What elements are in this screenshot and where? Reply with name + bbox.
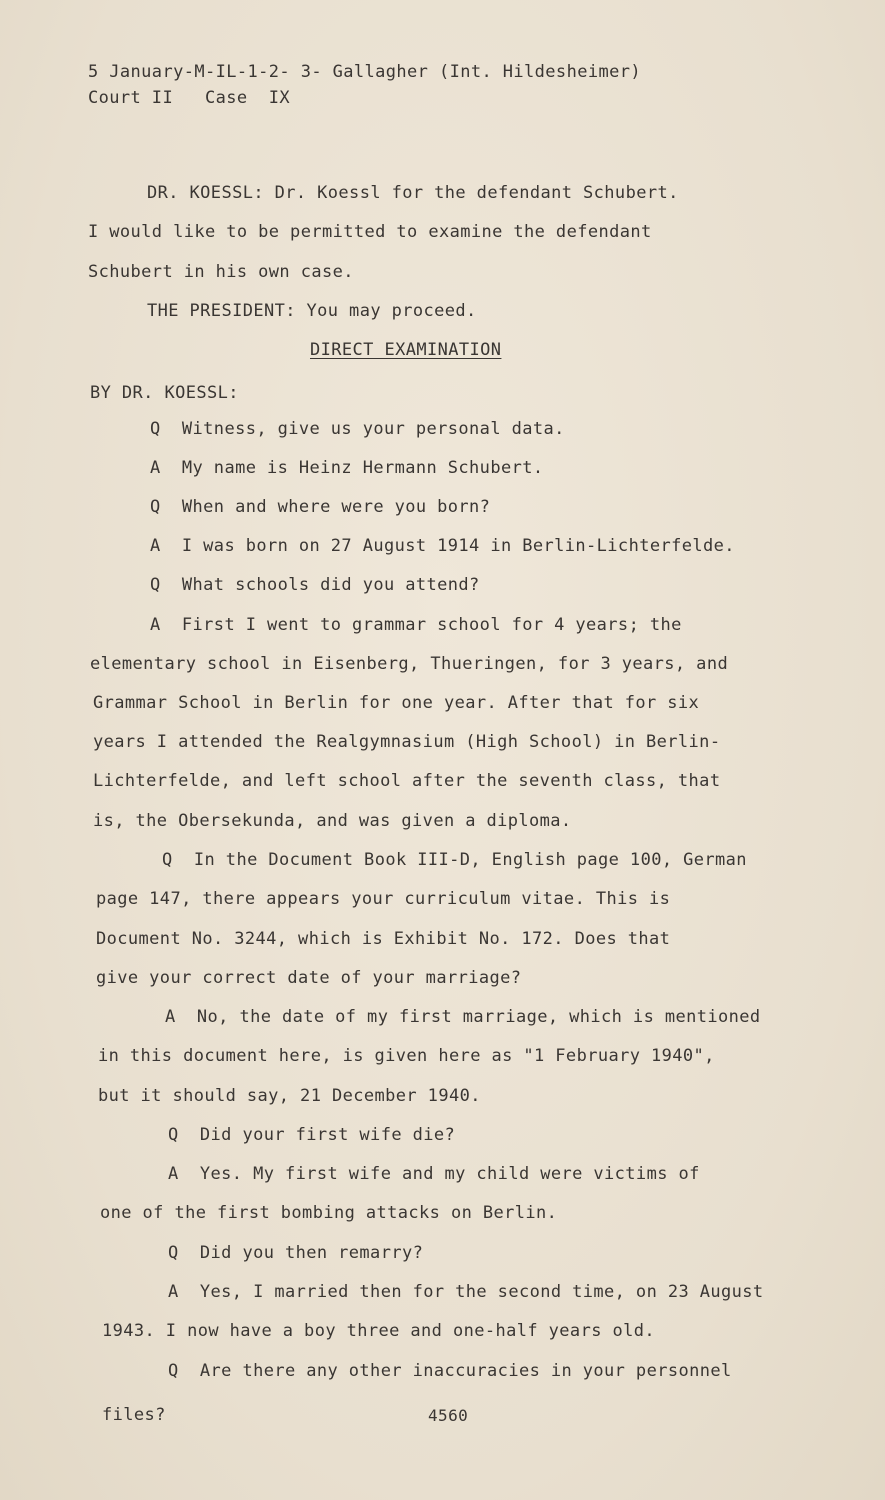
body-line: files?	[102, 1405, 166, 1425]
question-line: Q Did your first wife die?	[168, 1125, 456, 1145]
speaker-koessl-line-1: DR. KOESSL: Dr. Koessl for the defendant Schubert.	[147, 183, 679, 203]
body-line: give your correct date of your marriage?	[96, 968, 522, 988]
speaker-president-line: THE PRESIDENT: You may proceed.	[147, 301, 477, 321]
page-number: 4560	[428, 1406, 469, 1425]
body-line: Grammar School in Berlin for one year. After that for six	[93, 693, 700, 713]
question-line: Q What schools did you attend?	[150, 575, 480, 595]
body-line: in this document here, is given here as "1 February 1940",	[98, 1046, 715, 1066]
body-line: 1943. I now have a boy three and one-half years old.	[102, 1321, 656, 1341]
body-line: Schubert in his own case.	[88, 262, 354, 282]
question-line: Q When and where were you born?	[150, 497, 491, 517]
body-line: Document No. 3244, which is Exhibit No. 172. Does that	[96, 929, 671, 949]
examiner-line: BY DR. KOESSL:	[90, 383, 239, 403]
header-line-2: Court II Case IX	[88, 88, 291, 108]
answer-line: A First I went to grammar school for 4 years; the	[150, 615, 682, 635]
answer-line: A My name is Heinz Hermann Schubert.	[150, 458, 544, 478]
body-line: I would like to be permitted to examine the defendant	[88, 222, 652, 242]
answer-line: A Yes. My first wife and my child were victims of	[168, 1164, 700, 1184]
body-line: is, the Obersekunda, and was given a diploma.	[93, 811, 572, 831]
body-line: Lichterfelde, and left school after the seventh class, that	[93, 771, 721, 791]
answer-line: A Yes, I married then for the second time, on 23 August	[168, 1282, 764, 1302]
body-line: page 147, there appears your curriculum vitae. This is	[96, 889, 671, 909]
question-line: Q Did you then remarry?	[168, 1243, 424, 1263]
section-heading: DIRECT EXAMINATION	[310, 340, 502, 360]
body-line: one of the first bombing attacks on Berlin.	[100, 1203, 558, 1223]
answer-line: A No, the date of my first marriage, which is mentioned	[165, 1007, 761, 1027]
question-line: Q In the Document Book III-D, English page 100, German	[162, 850, 747, 870]
body-line: but it should say, 21 December 1940.	[98, 1086, 481, 1106]
question-line: Q Are there any other inaccuracies in your personnel	[168, 1361, 732, 1381]
body-line: elementary school in Eisenberg, Thueringen, for 3 years, and	[90, 654, 729, 674]
body-line: years I attended the Realgymnasium (High School) in Berlin-	[93, 732, 721, 752]
header-line-1: 5 January-M-IL-1-2- 3- Gallagher (Int. Hildesheimer)	[88, 62, 642, 82]
answer-line: A I was born on 27 August 1914 in Berlin-Lichterfelde.	[150, 536, 735, 556]
question-line: Q Witness, give us your personal data.	[150, 419, 565, 439]
